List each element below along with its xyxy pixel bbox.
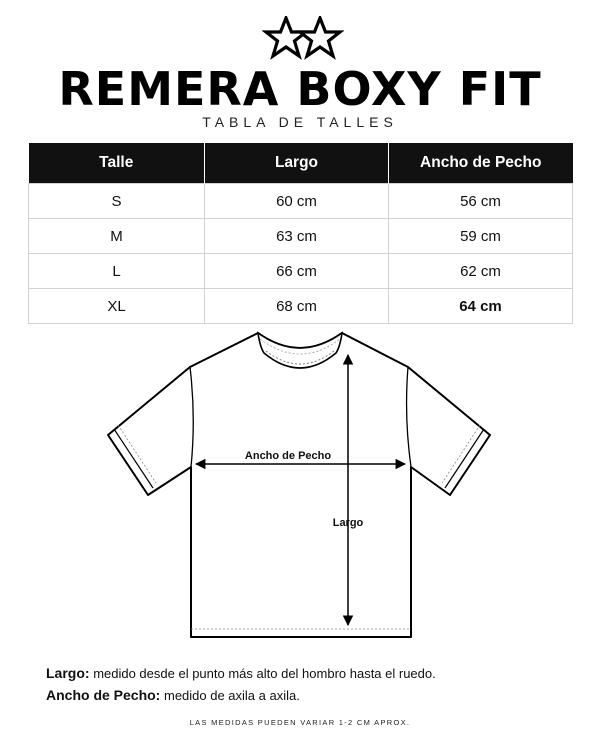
cell-largo: 63 cm (205, 219, 389, 254)
cell-ancho: 56 cm (389, 184, 573, 219)
column-header-talle: Talle (29, 143, 205, 184)
note-largo (46, 662, 436, 684)
note-ancho (46, 684, 436, 706)
cell-talle: XL (29, 289, 205, 324)
table-row (29, 184, 573, 219)
note-largo-desc: medido desde el punto más alto del hombro hasta el ruedo. (93, 666, 436, 681)
cell-largo: 66 cm (205, 254, 389, 289)
table-header-row (29, 143, 573, 184)
double-star-icon (262, 16, 344, 60)
tshirt-outline (108, 333, 490, 637)
cell-ancho: 64 cm (389, 289, 573, 324)
page-title: REMERA BOXY FIT (58, 62, 542, 116)
cell-largo: 60 cm (205, 184, 389, 219)
cell-ancho: 62 cm (389, 254, 573, 289)
note-ancho-term: Ancho de Pecho: (46, 687, 161, 703)
table-row (29, 289, 573, 324)
column-header-largo: Largo (205, 143, 389, 184)
cell-largo: 68 cm (205, 289, 389, 324)
cell-ancho: 59 cm (389, 219, 573, 254)
length-label: Largo (332, 517, 364, 529)
note-ancho-desc: medido de axila a axila. (163, 688, 300, 703)
table-row (29, 254, 573, 289)
table-row (29, 219, 573, 254)
cell-talle: L (29, 254, 205, 289)
footnote: LAS MEDIDAS PUEDEN VARIAR 1-2 CM APROX. (189, 718, 411, 727)
tshirt-diagram (100, 325, 500, 645)
size-table (28, 143, 573, 324)
cell-talle: M (29, 219, 205, 254)
cell-talle: S (29, 184, 205, 219)
column-header-ancho: Ancho de Pecho (389, 143, 573, 184)
note-largo-term: Largo: (46, 665, 90, 681)
measurement-notes (46, 662, 436, 706)
page-subtitle: TABLA DE TALLES (202, 114, 398, 130)
chest-width-label: Ancho de Pecho (244, 450, 332, 462)
